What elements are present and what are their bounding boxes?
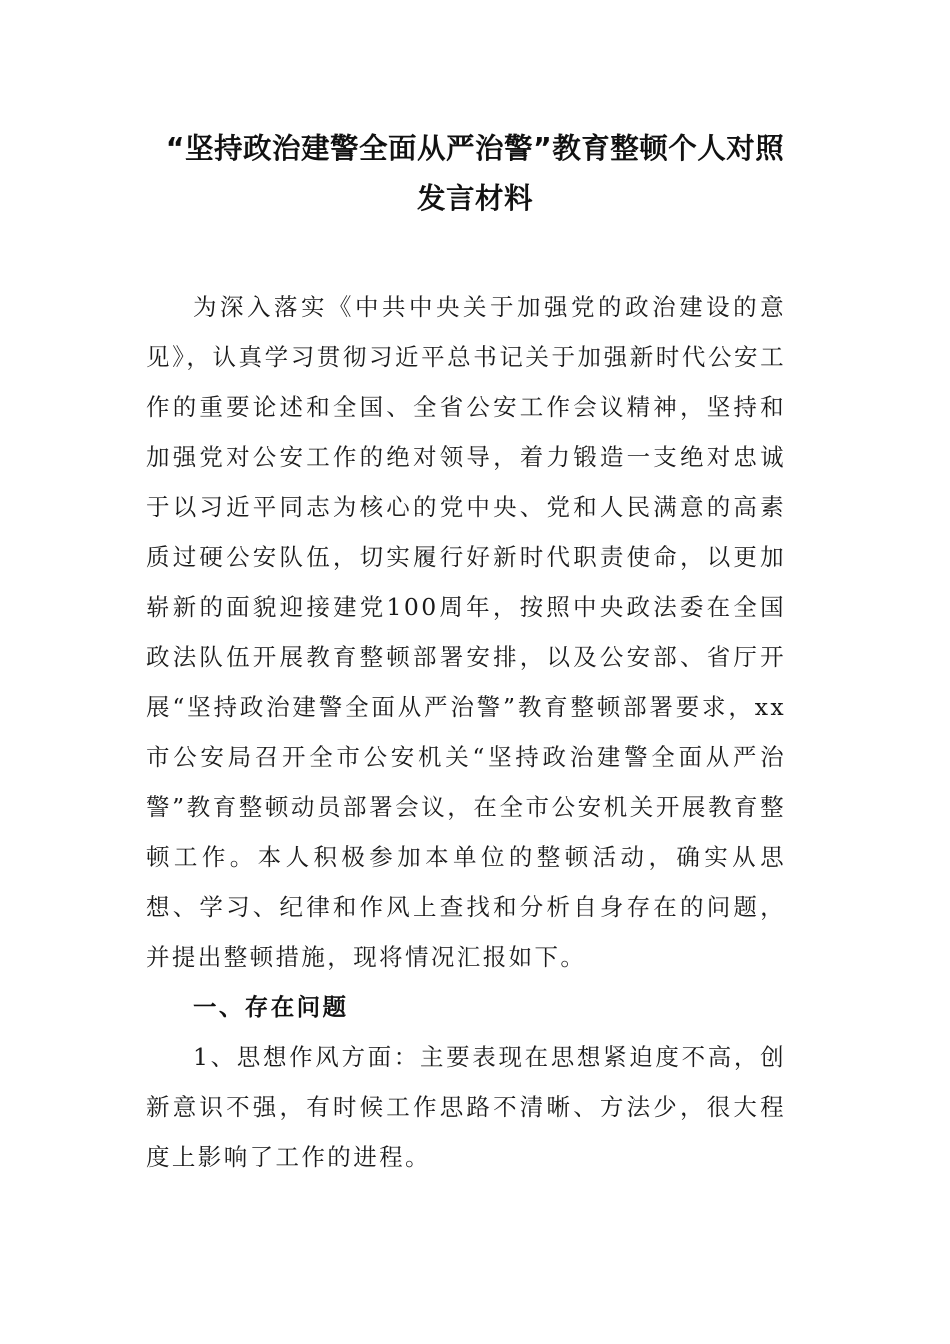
problem-item-1-paragraph: 1、思想作风方面：主要表现在思想紧迫度不高，创新意识不强，有时候工作思路不清晰、方法少，很大程度上影响了工作的进程。 [146,1043,786,1171]
title-line-1: “坚持政治建警全面从严治警”教育整顿个人对照 [165,132,785,165]
document-title [120,124,830,224]
document-body [146,282,786,1182]
title-line-2: 发言材料 [416,182,533,215]
section-heading-problems: 一、存在问题 [193,993,349,1021]
intro-paragraph: 为深入落实《中共中央关于加强党的政治建设的意见》，认真学习贯彻习近平总书记关于加强新时代公安工作的重要论述和全国、全省公安工作会议精神，坚持和加强党对公安工作的绝对领导，着力锻造一支绝对忠诚于以习近平同志为核心的党中央、党和人民满意的高素质过硬公安队伍，切实履行好新时代职责使命，以更加崭新的面貌迎接建党100周年，按照中央政法委在全国政法队伍开展教育整顿部署安排，以及公安部、省厅开展“坚持政治建警全面从严治警”教育整顿部署要求，xx市公安局召开全市公安机关“坚持政治建警全面从严治警”教育整顿动员部署会议，在全市公安机关开展教育整顿工作。本人积极参加本单位的整顿活动，确实从思想、学习、纪律和作风上查找和分析自身存在的问题，并提出整顿措施，现将情况汇报如下。 [146,293,786,971]
